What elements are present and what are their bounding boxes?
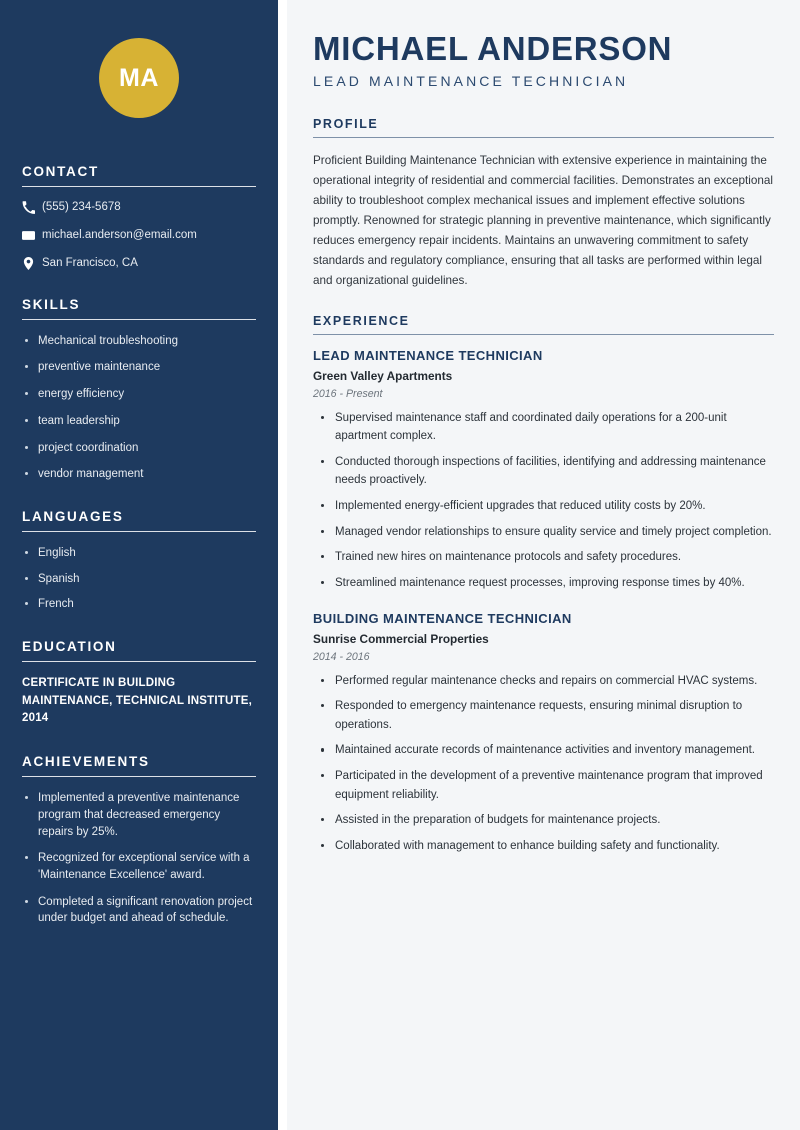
list-item: Supervised maintenance staff and coordinated daily operations for a 200-unit apartment complex. xyxy=(313,409,774,446)
contact-email-value: michael.anderson@email.com xyxy=(42,228,197,241)
experience-role: LEAD MAINTENANCE TECHNICIAN xyxy=(313,347,543,363)
achievements-list xyxy=(22,790,256,927)
profile-heading: PROFILE xyxy=(313,116,379,131)
sidebar-section-skills xyxy=(22,297,256,483)
experience-bullet-list xyxy=(313,672,774,856)
contact-phone-value: (555) 234-5678 xyxy=(42,201,121,213)
contact-divider xyxy=(22,186,256,187)
sidebar-section-achievements xyxy=(22,754,256,927)
list-item: Participated in the development of a preventive maintenance program that improved equipment reliability. xyxy=(313,767,774,804)
list-item: French xyxy=(22,596,256,613)
achievements-divider xyxy=(22,776,256,777)
skills-list xyxy=(22,333,256,483)
job-title-subtitle: LEAD MAINTENANCE TECHNICIAN xyxy=(313,72,629,89)
list-item: Performed regular maintenance checks and repairs on commercial HVAC systems. xyxy=(313,672,774,691)
sidebar-section-languages xyxy=(22,509,256,613)
education-entry: CERTIFICATE IN BUILDING MAINTENANCE, TECHNICAL INSTITUTE, 2014 xyxy=(22,676,252,725)
profile-divider xyxy=(313,137,774,138)
experience-heading: EXPERIENCE xyxy=(313,313,410,328)
list-item: Conducted thorough inspections of facilities, identifying and addressing maintenance needs proactively. xyxy=(313,453,774,490)
avatar: MA xyxy=(99,38,179,118)
contact-row-location[interactable] xyxy=(22,256,256,271)
profile-text: Proficient Building Maintenance Technician with extensive experience in maintaining the operational integrity of residential and commercial facilities. Demonstrates an exceptional ability to troubleshoot complex mechanical issues and implement effective solutions promptly. Renowned for strategic planning in preventive maintenance, which significantly reduces emergency repair incidents. Maintains an unwavering commitment to safety standards and regulatory compliance, ensuring that all tasks are performed within legal and organizational guidelines. xyxy=(313,153,773,288)
list-item: team leadership xyxy=(22,413,256,430)
list-item: Spanish xyxy=(22,571,256,588)
skills-heading: SKILLS xyxy=(22,296,81,312)
location-pin-icon xyxy=(22,257,42,270)
section-experience xyxy=(313,314,774,856)
list-item: Streamlined maintenance request processes, improving response times by 40%. xyxy=(313,574,774,593)
list-item: English xyxy=(22,545,256,562)
list-item: Completed a significant renovation project under budget and ahead of schedule. xyxy=(22,894,256,927)
page-title: MICHAEL ANDERSON xyxy=(313,30,673,67)
sidebar-section-contact xyxy=(22,164,256,271)
main-content xyxy=(287,0,800,1130)
experience-company: Sunrise Commercial Properties xyxy=(313,631,489,646)
list-item: Maintained accurate records of maintenance activities and inventory management. xyxy=(313,741,774,760)
list-item: preventive maintenance xyxy=(22,359,256,376)
languages-divider xyxy=(22,531,256,532)
email-icon xyxy=(22,229,42,242)
experience-bullet-list xyxy=(313,409,774,593)
list-item: Collaborated with management to enhance building safety and functionality. xyxy=(313,837,774,856)
contact-location-value: San Francisco, CA xyxy=(42,256,138,269)
list-item: Assisted in the preparation of budgets for maintenance projects. xyxy=(313,811,774,830)
list-item: energy efficiency xyxy=(22,386,256,403)
contact-row-email[interactable] xyxy=(22,228,256,243)
experience-dates: 2016 - Present xyxy=(313,387,383,400)
list-item: Recognized for exceptional service with a 'Maintenance Excellence' award. xyxy=(22,850,256,883)
sidebar-section-education xyxy=(22,639,256,728)
section-profile xyxy=(313,117,774,292)
list-item: project coordination xyxy=(22,440,256,457)
avatar-container xyxy=(22,0,256,164)
contact-row-phone[interactable] xyxy=(22,200,256,215)
skills-divider xyxy=(22,319,256,320)
languages-heading: LANGUAGES xyxy=(22,508,124,524)
contact-heading: CONTACT xyxy=(22,164,99,179)
list-item: Managed vendor relationships to ensure quality service and timely project completion. xyxy=(313,523,774,542)
list-item: Responded to emergency maintenance requests, ensuring minimal disruption to operations. xyxy=(313,697,774,734)
experience-dates: 2014 - 2016 xyxy=(313,650,370,663)
list-item: Trained new hires on maintenance protocols and safety procedures. xyxy=(313,548,774,567)
list-item: Mechanical troubleshooting xyxy=(22,333,256,350)
achievements-heading: ACHIEVEMENTS xyxy=(22,754,150,770)
sidebar-gutter xyxy=(278,0,287,1130)
experience-item xyxy=(313,611,774,856)
experience-company: Green Valley Apartments xyxy=(313,368,453,383)
phone-icon xyxy=(22,201,42,214)
experience-item xyxy=(313,348,774,593)
list-item: vendor management xyxy=(22,466,256,483)
education-divider xyxy=(22,661,256,662)
sidebar xyxy=(0,0,278,1130)
list-item: Implemented energy-efficient upgrades that reduced utility costs by 20%. xyxy=(313,497,774,516)
experience-role: BUILDING MAINTENANCE TECHNICIAN xyxy=(313,610,572,626)
education-heading: EDUCATION xyxy=(22,638,117,654)
list-item: Implemented a preventive maintenance program that decreased emergency repairs by 25%. xyxy=(22,790,256,840)
languages-list xyxy=(22,545,256,613)
experience-divider xyxy=(313,334,774,335)
